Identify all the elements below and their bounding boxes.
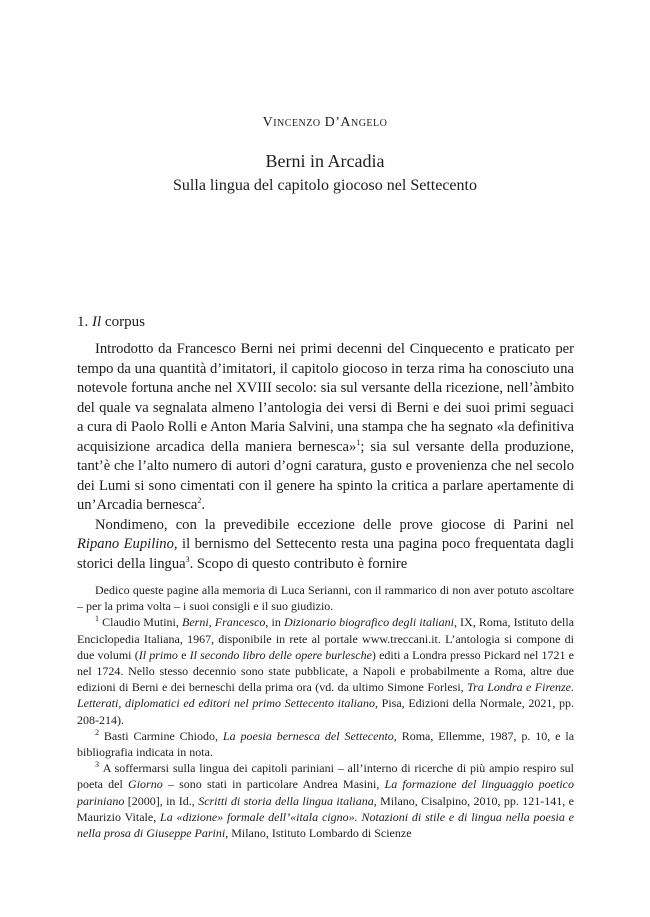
body-text-run: Introdotto da Francesco Berni nei primi decenni del Cinquecento e praticato per tempo da una quantità d’imitatori, il capitolo giocoso in terza rima ha conosciuto una notevole fortuna anche nel XVIII secolo: sia sul versante della ricezione, nell’àmbito del quale va segnalata almeno l’antologia dei versi di Berni e dei suoi primi seguaci a cura di Paolo Rolli e Anton Maria Salvini, una stampa che ha segnato «la definitiva acquisizione arcadica della maniera bernesca» xyxy=(77,341,574,455)
footnote-ref-2[interactable]: 2 xyxy=(197,496,202,506)
footnote-text: , Roma, Ellemme, 1987, p. 10, e la bibliografia indicata in nota. xyxy=(77,728,575,760)
footnote-text: , in xyxy=(265,615,284,630)
footnote-text: e xyxy=(177,647,190,662)
footnote-italic: Il primo xyxy=(138,647,178,662)
footnote-text: A soffermarsi sulla lingua dei capitoli pariniani – all’interno di ricerche di più ampio respiro sul poeta del xyxy=(77,761,574,792)
article-title: Berni in Arcadia xyxy=(265,151,385,171)
work-title-italic: Ripano Eupilino xyxy=(77,536,174,552)
body-text-run: . Scopo di questo contributo è fornire xyxy=(189,555,408,572)
article-subtitle: Sulla lingua del capitolo giocoso nel Settecento xyxy=(173,177,477,194)
footnote-2 xyxy=(77,728,574,760)
footnote-3 xyxy=(77,760,574,841)
body-paragraph-1 xyxy=(77,340,574,516)
footnote-number: 2 xyxy=(95,727,99,737)
footnote-italic: Berni, Francesco xyxy=(182,615,266,630)
footnote-italic: La «dizione» formale dell’«itala cigno». Notazioni di stile e di lingua nella poesia e nella prosa di Giuseppe Parini xyxy=(77,809,574,841)
footnote-1 xyxy=(77,614,574,727)
footnote-text: – sono stati in particolare Andrea Masini, xyxy=(162,777,385,792)
body-text xyxy=(77,340,574,574)
footnote-ref-3[interactable]: 3 xyxy=(185,554,190,564)
footnote-italic: Il secondo libro delle opere burlesche xyxy=(189,647,372,662)
footnote-italic: Tra Londra e Firenze. Letterati, diplomatici ed editori nel primo Settecento italiano xyxy=(77,680,575,711)
footnote-italic: La poesia bernesca del Settecento xyxy=(222,728,394,743)
footnote-text: Claudio Mutini, xyxy=(102,615,182,630)
footnote-text: , Pisa, Edizioni della Normale, 2021, pp. 208-214). xyxy=(77,696,574,727)
body-text-run: ; sia sul versante della produzione, tant’è che l’alto numero di autori d’ogni caratura, gusto e provenienza che nel secolo dei Lumi si sono cimentati con il genere ha spinto la critica a parlare apertamente di un’Arcadia bernesca xyxy=(77,438,575,513)
footnote-text: , Milano, Istituto Lombardo di Scienze xyxy=(225,826,412,841)
footnote-ref-1[interactable]: 1 xyxy=(356,437,361,447)
section-number: 1. xyxy=(77,314,89,330)
footnote-number: 3 xyxy=(95,760,99,770)
footnote-italic: Dizionario biografico degli italiani xyxy=(283,615,454,630)
footnote-text: Basti Carmine Chiodo, xyxy=(103,728,223,743)
footnote-italic: Giorno xyxy=(128,777,163,792)
footnotes xyxy=(77,582,574,841)
body-text-run: Nondimeno, con la prevedibile eccezione delle prove giocose di Parini nel xyxy=(95,516,574,533)
dedication-note: Dedico queste pagine alla memoria di Luca Serianni, con il rammarico di non aver potuto ascoltare – per la prima volta – i suoi consigli e il suo giudizio. xyxy=(77,583,574,614)
section-heading xyxy=(77,314,145,331)
footnote-text: , Milano, Cisalpino, 2010, pp. 121-141, e Maurizio Vitale, xyxy=(77,793,575,824)
footnote-italic: Scritti di storia della lingua italiana xyxy=(198,793,374,808)
body-paragraph-2 xyxy=(77,516,574,575)
body-text-run: , il bernismo del Settecento resta una pagina poco frequentata dagli storici della lingua xyxy=(77,536,574,572)
footnote-text: , IX, Roma, Istituto della Enciclopedia Italiana, 1967, disponibile in rete al portale www.treccani.it. L’antologia si compone di due volumi ( xyxy=(77,615,575,662)
section-label: corpus xyxy=(104,314,145,330)
footnote-text: [2000], in Id., xyxy=(124,793,199,808)
footnote-number: 1 xyxy=(95,614,99,624)
author-name: Vincenzo D’Angelo xyxy=(262,115,388,130)
footnote-text: ) editi a Londra presso Pickard nel 1721 e nel 1724. Nello stesso decennio sono state pubblicate, a Napoli e probabilmente a Roma, altre due edizioni di Berni e dei berneschi della prima ora (vd. da ultimo Simone Forlesi, xyxy=(77,647,575,695)
body-text-run: . xyxy=(201,497,205,513)
section-label-italic: Il xyxy=(92,314,102,330)
footnote-italic: La formazione del linguaggio poetico pariniano xyxy=(77,777,574,808)
